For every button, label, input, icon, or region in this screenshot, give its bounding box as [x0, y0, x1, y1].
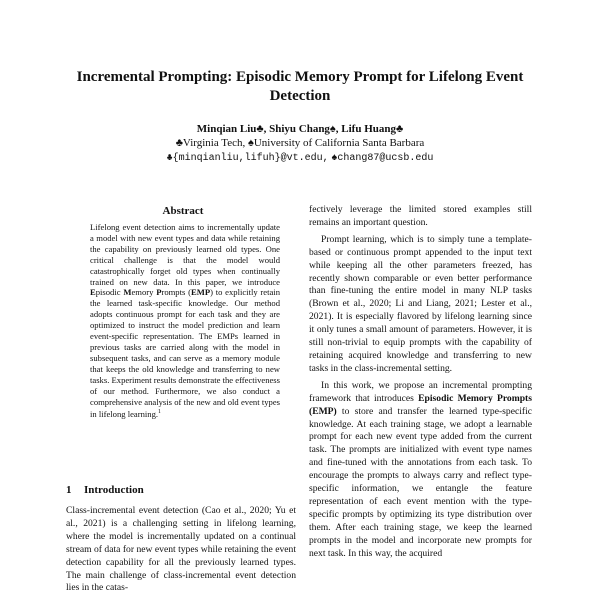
paragraph-prompt-learning: Prompt learning, which is to simply tune a template-based or continuous prompt appended to the input text while keeping all the other parameters freezed, has recently shown comparable or even better performance than fine-tuning the entire model in many NLP tasks (Brown et al., 2020; Li and Liang, 2021; Lester et al., 2021). It is especially flavored by lifelong learning since it only tunes a small amount of parameters. However, it is still non-trivial to equip prompts with the capability of retaining acquired knowledge and transferring to new tasks in the class-incremental setting. [309, 233, 532, 374]
author-affiliations: ♣Virginia Tech, ♠University of California Santa Barbara [175, 137, 425, 149]
right-column [309, 204, 532, 560]
section-heading-introduction [66, 484, 296, 496]
intro-paragraph: Class-incremental event detection (Cao et al., 2020; Yu et al., 2021) is a challenging setting in lifelong learning, where the model is incrementally updated on a continual stream of data for new event types while retaining the event detection capability for all the previously learned types. The main challenge of class-incremental event detection lies in the catas- [66, 505, 296, 594]
section-title: Introduction [84, 484, 144, 496]
footnote-mark: 1 [158, 409, 162, 416]
author-email-1: ♣{minqianliu,lifuh}@vt.edu, [166, 153, 329, 164]
section-number: 1 [66, 484, 72, 496]
author-names: Minqian Liu♣, Shiyu Chang♠, Lifu Huang♣ [196, 123, 404, 135]
abstract-heading: Abstract [162, 205, 204, 217]
author-block [60, 122, 540, 166]
paragraph-this-work: In this work, we propose an incremental prompting framework that introduces Episodic Memory Prompts (EMP) to store and transfer the learned type-specific knowledge. At each training stage, we adopt a learnable prompt for each new event type added from the current task. The prompts are initialized with event type names and fine-tuned with the annotations from each task. To encourage the prompts to always carry and reflect type-specific information, we entangle the feature representation of each event mention with the type-specific prompts by optimizing its type distribution over them. After each training stage, we keep the learned prompts in the model and incorporate new prompts for next task. In this way, the acquired [309, 379, 532, 559]
paragraph-continued: fectively leverage the limited stored examples still remains an important question. [309, 204, 532, 228]
abstract-text: Lifelong event detection aims to incrementally update a model with new event types and data while retaining the capability on previously learned old types. One critical challenge is that the model would catastrophically forget old types when continually trained on new data. In this paper, we introduce Episodic Memory Prompts (EMP) to explicitly retain the learned task-specific knowledge. Our method adopts continuous prompt for each task and they are optimized to instruct the model prediction and learn event-specific representation. The EMPs learned in previous tasks are carried along with the model in subsequent tasks, and can serve as a memory module that keeps the old knowledge and transferring to new tasks. Experiment results demonstrate the effectiveness of our method. Furthermore, we also conduct a comprehensive analysis of the new and old event types in lifelong learning.$^1$ [90, 222, 280, 420]
paper-title: Incremental Prompting: Episodic Memory Prompt for Lifelong Event Detection [76, 69, 524, 104]
author-emails [60, 150, 540, 166]
author-email-2: ♠chang87@ucsb.edu [331, 153, 434, 164]
